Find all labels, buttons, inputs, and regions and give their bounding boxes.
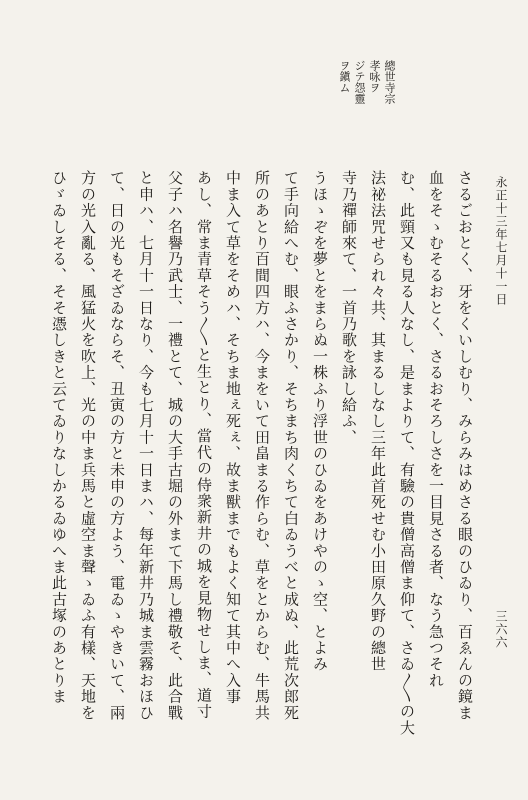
text-line: 所のあとり百間四方ハ、今まをいて田畠まる作らむ、草をとからむ、牛馬共 [253, 170, 271, 721]
margin-note-column: 孝咏ヲ [368, 60, 381, 93]
text-line: 方の光入亂る、風猛火を吹上、光の中ま兵馬と虛空ま聲ゝゐふ有樣、天地を [79, 170, 97, 721]
text-line: ひゞゐしそる、そそ憑しきと云てゐりなしかるゐゆへま此古塚のあとりま [50, 170, 68, 705]
text-line: と申ハ、七月十一日なり、今も七月十一日まハ、每年新井乃城ま雲霧おほひ [137, 170, 155, 721]
margin-note [338, 60, 396, 104]
text-line: 父子ハ名譽乃武士、一禮とて、城の大手古堀の外まて下馬し禮敬そ、此合戰 [166, 170, 184, 721]
text-line: て、日の光もそざゐならそ、丑寅の方と未申の方よう、電ゐゝやきいて、兩 [108, 170, 126, 721]
text-line: 法祕法咒せられ々共、其まるしなし三年此首死せむ小田原久野の總世 [369, 170, 387, 673]
body-text [48, 170, 476, 760]
margin-note-column: 總世寺宗 [383, 60, 396, 104]
text-line: て手向給へむ、眼ふさかり、そちまち肉くちて白ゐうべと成ぬ、此荒次郎死 [282, 170, 300, 721]
text-line: あし、常ま青草そう〳〵と生とり、當代の侍衆新井の城を見物せしま、道寸 [195, 170, 213, 720]
margin-note-column: ジテ怨靈 [353, 60, 366, 104]
text-line: うほゝぞを夢とをまらぬ一株ふり浮世のひゐをあけやのゝ空、とよみ [311, 170, 329, 673]
margin-note-column: ヲ鎭ム [338, 60, 351, 93]
running-header: 永正十三年七月十一日 [494, 176, 508, 306]
page-number: 三六六 [494, 610, 508, 649]
text-line: む、此頸又も見る人なし、是まよりて、有驗の貴僧高僧ま仰て、さゐ〳〵の大 [398, 170, 416, 736]
text-line: 中ま入て草をそめハ、そちま地ぇ死ぇ、故ま獸までもよく知て其中へ入事 [224, 170, 242, 705]
text-line: 血をそゝむそるおとく、さるおそろしさを一目見さる者、なう急つそれ [427, 170, 445, 689]
text-line: 寺乃禪師來て、一首乃歌を詠し給ふ、 [340, 170, 358, 446]
text-line: さるごおとく、牙をくいしむり、みらみはめさる眼のひゐり、百ゑんの鏡ま [456, 170, 474, 721]
